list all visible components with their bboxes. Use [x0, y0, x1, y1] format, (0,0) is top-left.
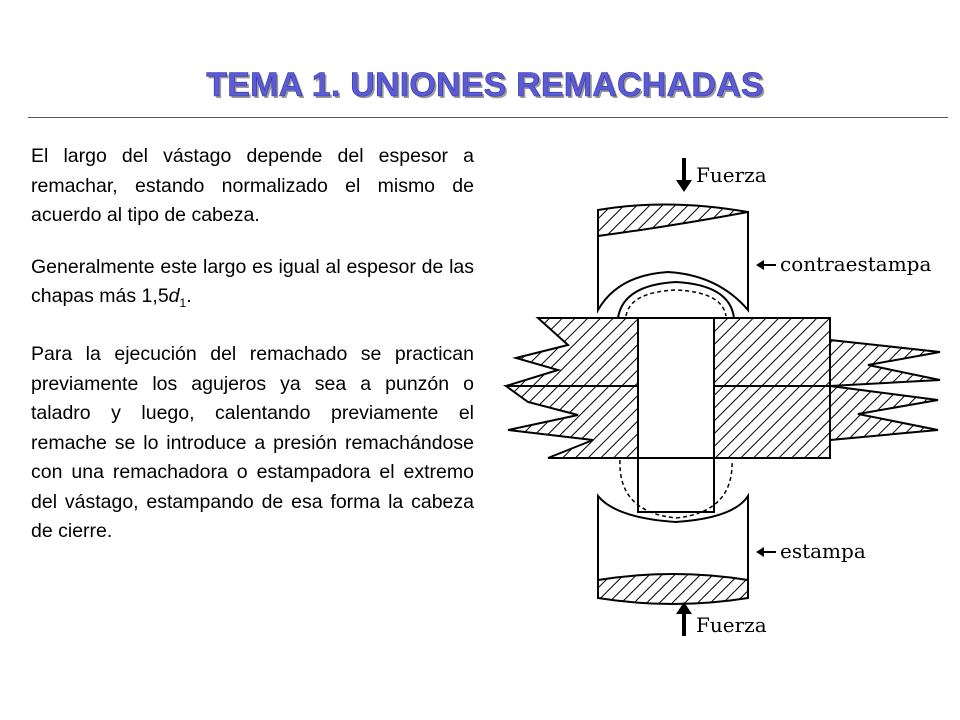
label-contraestampa: contraestampa [780, 252, 932, 276]
rivet-head-top [618, 282, 734, 318]
rivet-shank-end [638, 458, 714, 512]
top-plate-right [714, 318, 830, 386]
force-arrow-down-icon [676, 158, 692, 192]
label-force-top: Fuerza [696, 163, 767, 187]
top-plate-left [506, 318, 638, 386]
bottom-plate-left [506, 386, 638, 458]
label-estampa: estampa [780, 539, 866, 563]
estampa-arrow-icon [756, 547, 776, 557]
rivet-shank [638, 318, 714, 458]
force-arrow-up-icon [676, 602, 692, 636]
contraestampa-arrow-icon [756, 260, 776, 270]
paragraph-2 [31, 253, 474, 319]
paragraph-2-end: . [186, 285, 192, 307]
bottom-plate-right [714, 386, 830, 458]
paragraph-2-subscript: 1 [179, 295, 187, 310]
label-force-bottom: Fuerza [696, 613, 767, 637]
rivet-diagram [498, 140, 948, 650]
paragraph-2-text: Generalmente este largo es igual al espesor de las chapas más 1,5 [31, 255, 474, 307]
paragraph-2-variable: d [168, 285, 180, 307]
title-divider [28, 117, 948, 118]
rivet-diagram-svg [498, 140, 948, 650]
slide-title: TEMA 1. UNIONES REMACHADAS [206, 66, 764, 104]
paragraph-3: Para la ejecución del remachado se practican previamente los agujeros ya sea a punzón o taladro y luego, calentando previamente el remache se lo introduce a presión remachándose con una remachadora o estampadora el extremo del vástago, estampando de esa forma la cabeza de cierre. [31, 343, 474, 543]
paragraph-1: El largo del vástago depende del espesor a remachar, estando normalizado el mismo de acuerdo al tipo de cabeza. [31, 145, 474, 226]
body-text [31, 142, 474, 547]
